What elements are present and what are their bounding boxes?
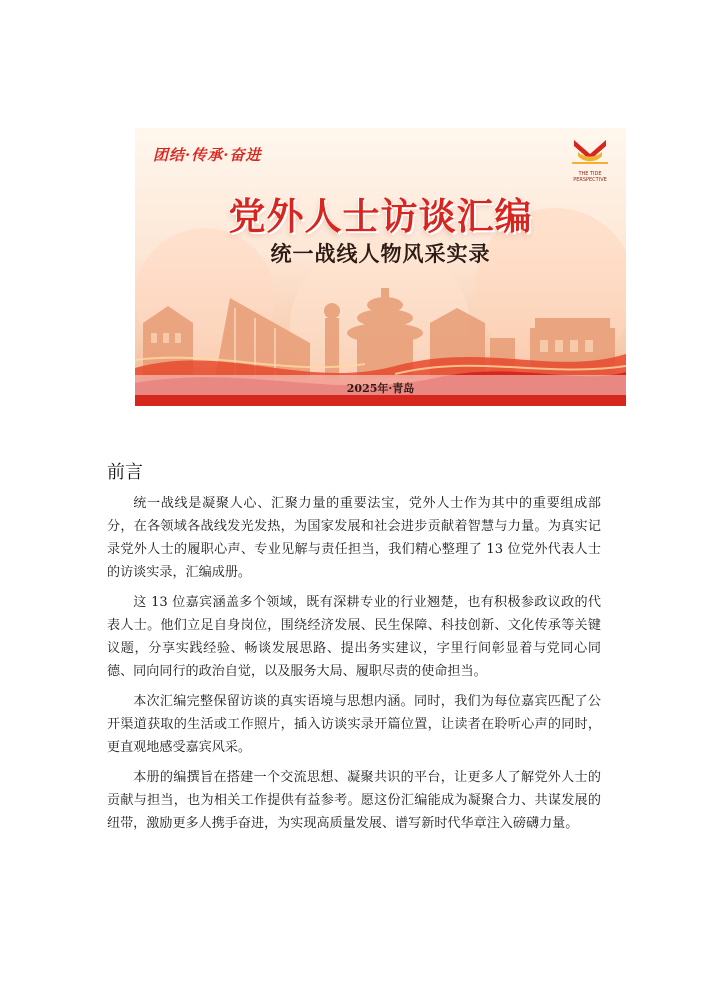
paragraph: 本次汇编完整保留访谈的真实语境与思想内涵。同时，我们为每位嘉宾匹配了公开渠道获取的生活或工作照片，插入访谈实录开篇位置，让读者在聆听心声的同时，更直观地感受嘉宾风采。 [107, 694, 601, 755]
preface-body [107, 492, 601, 842]
tide-logo-icon [570, 136, 610, 166]
paragraph: 本册的编撰旨在搭建一个交流思想、凝聚共识的平台，让更多人了解党外人士的贡献与担当，也为相关工作提供有益参考。愿这份汇编能成为凝聚合力、共谋发展的纽带，激励更多人携手奋进，为实现高质量发展、谱写新时代华章注入磅礴力量。 [107, 770, 601, 831]
section-heading: 前言 [107, 462, 143, 483]
publisher-logo [568, 136, 612, 183]
logo-caption: THE TIDE PERSPECTIVE [573, 171, 607, 183]
banner-subtitle: 统一战线人物风采实录 [270, 241, 491, 266]
banner-title: 党外人士访谈汇编 [228, 194, 533, 238]
banner-year-location: 2025年·青岛 [346, 382, 415, 395]
cover-banner [135, 128, 626, 406]
paragraph: 统一战线是凝聚人心、汇聚力量的重要法宝，党外人士作为其中的重要组成部分，在各领域各战线发光发热，为国家发展和社会进步贡献着智慧与力量。为真实记录党外人士的履职心声、专业见解与责任担当，我们精心整理了 13 位党外代表人士的访谈实录，汇编成册。 [107, 496, 601, 580]
paragraph: 这 13 位嘉宾涵盖多个领域，既有深耕专业的行业翘楚，也有积极参政议政的代表人士。他们立足自身岗位，围绕经济发展、民生保障、科技创新、文化传承等关键议题，分享实践经验、畅谈发展思路、提出务实建议，字里行间彰显着与党同心同德、同向同行的政治自觉，以及服务大局、履职尽责的使命担当。 [107, 595, 601, 679]
banner-motto: 团结·传承·奋进 [153, 146, 262, 164]
